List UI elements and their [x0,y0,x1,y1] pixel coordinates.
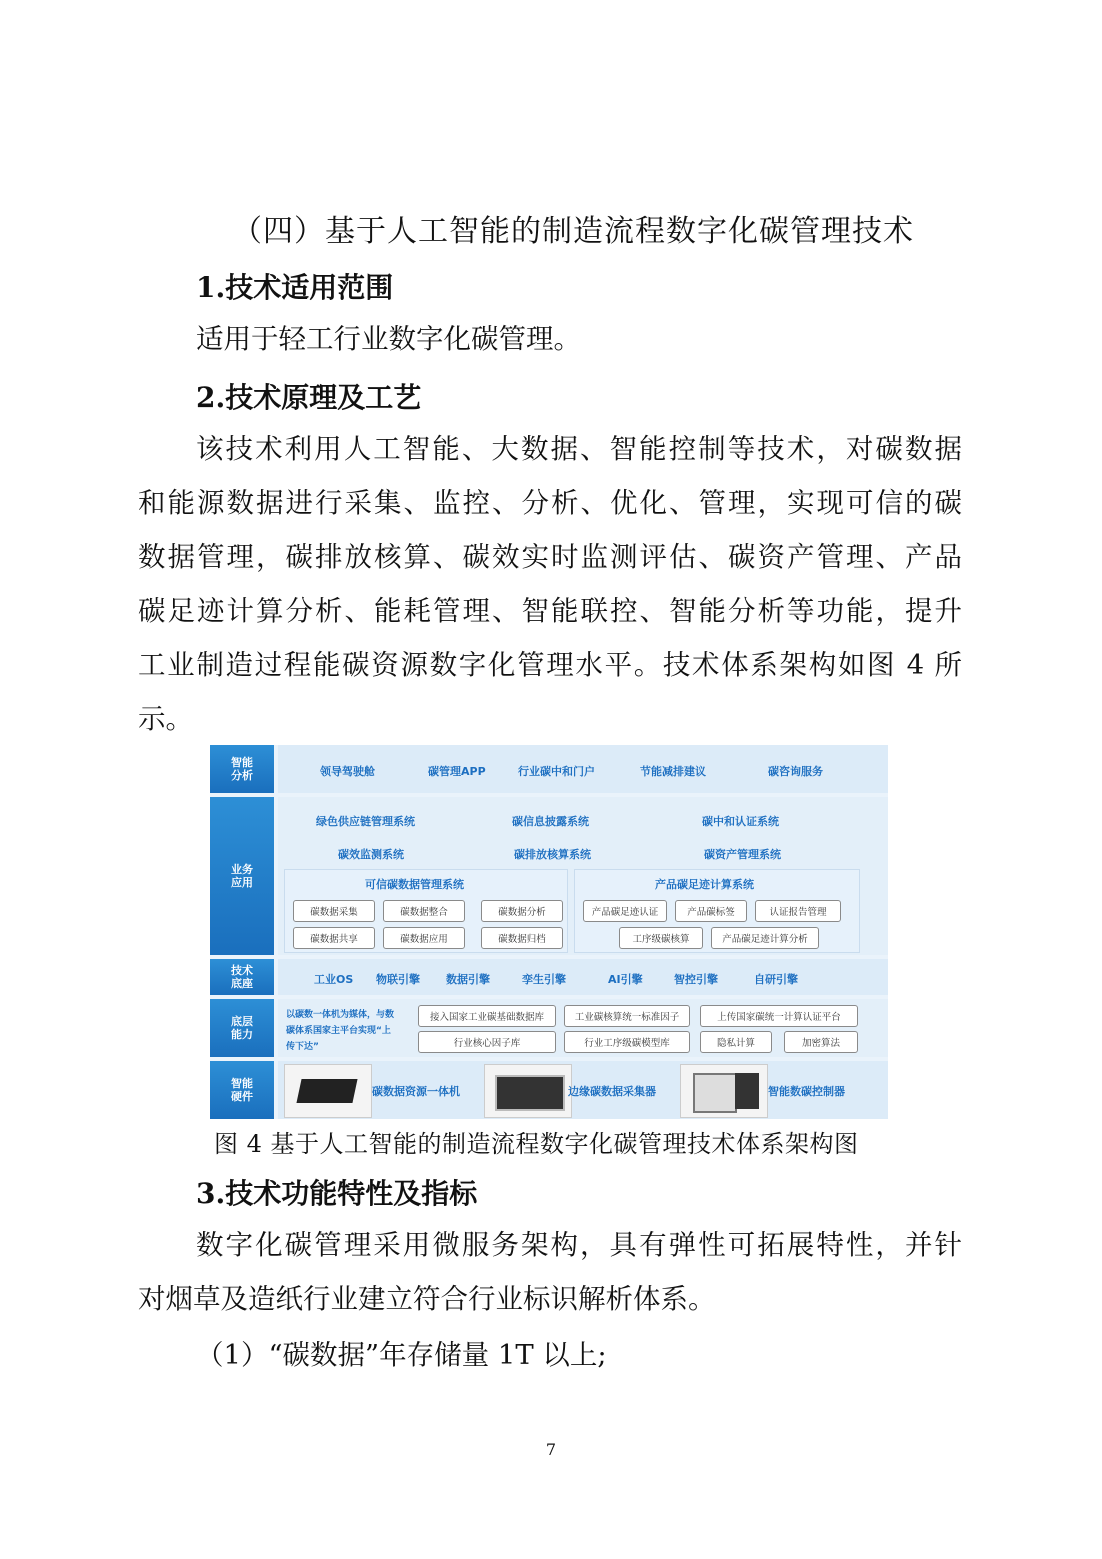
principle-line: 工业制造过程能碳资源数字化管理水平。技术体系架构如图 4 所 [138,649,962,681]
trusted-data-title: 可信碳数据管理系统 [365,878,464,891]
section-title: （四）基于人工智能的制造流程数字化碳管理技术 [232,214,914,249]
analysis-item: 领导驾驶舱 [320,765,375,778]
business-item: 碳排放核算系统 [514,848,591,861]
analysis-item: 节能减排建议 [640,765,706,778]
layer-label-tech: 技术底座 [210,959,274,995]
tech-item: AI引擎 [608,973,643,986]
footprint-box: 产品碳标签 [675,900,747,922]
hardware-image [680,1064,768,1118]
tech-item: 自研引擎 [754,973,798,986]
base-box: 工业碳核算统一标准因子 [564,1005,690,1027]
principle-line: 碳足迹计算分析、能耗管理、智能联控、智能分析等功能，提升 [138,595,962,627]
tech-item: 物联引擎 [376,973,420,986]
footprint-box: 产品碳足迹计算分析 [711,927,819,949]
hardware-item: 碳数据资源一体机 [372,1085,460,1098]
tech-item: 数据引擎 [446,973,490,986]
hardware-item: 智能数碳控制器 [768,1085,845,1098]
tech-item: 工业OS [314,973,354,986]
layer-label-business: 业务应用 [210,797,274,955]
architecture-figure [210,745,888,1119]
footprint-box: 认证报告管理 [755,900,841,922]
heading-scope: 1.技术适用范围 [196,271,394,304]
business-band [278,797,888,955]
tech-band [278,959,888,995]
base-box: 接入国家工业碳基础数据库 [418,1005,556,1027]
trusted-box: 碳数据应用 [383,927,465,949]
page-number: 7 [545,1440,557,1459]
analysis-item: 碳咨询服务 [768,765,823,778]
hardware-image [484,1064,572,1118]
principle-line: 和能源数据进行采集、监控、分析、优化、管理，实现可信的碳 [138,487,962,519]
principle-line: 该技术利用人工智能、大数据、智能控制等技术，对碳数据 [196,433,962,465]
feature-line: 数字化碳管理采用微服务架构，具有弹性可拓展特性，并针 [196,1229,962,1261]
trusted-box: 碳数据分析 [481,900,563,922]
layer-label-analysis: 智能分析 [210,745,274,793]
scope-text: 适用于轻工行业数字化碳管理。 [196,323,581,355]
trusted-box: 碳数据整合 [383,900,465,922]
base-desc: 以碳数一体机为媒体，与数 碳体系国家主平台实现“上 传下达” [286,1010,395,1052]
hardware-band [278,1061,888,1119]
layer-label-hardware: 智能硬件 [210,1061,274,1119]
hardware-image [284,1064,372,1118]
hardware-item: 边缘碳数据采集器 [568,1085,656,1098]
heading-principle: 2.技术原理及工艺 [196,381,422,414]
trusted-box: 碳数据采集 [293,900,375,922]
footprint-box: 产品碳足迹认证 [583,900,667,922]
tech-item: 智控引擎 [674,973,718,986]
base-box: 上传国家碳统一计算认证平台 [700,1005,858,1027]
business-item: 碳效监测系统 [338,848,404,861]
business-item: 碳资产管理系统 [704,848,781,861]
heading-features: 3.技术功能特性及指标 [196,1177,478,1210]
footprint-panel [574,869,860,953]
base-box: 加密算法 [784,1031,858,1053]
business-item: 碳信息披露系统 [512,815,589,828]
base-box: 隐私计算 [700,1031,772,1053]
base-box: 行业核心因子库 [418,1031,556,1053]
footprint-title: 产品碳足迹计算系统 [655,878,754,891]
tech-item: 孪生引擎 [522,973,566,986]
layer-label-base: 底层能力 [210,999,274,1057]
business-item: 碳中和认证系统 [702,815,779,828]
figure-caption: 图 4 基于人工智能的制造流程数字化碳管理技术体系架构图 [214,1130,859,1158]
base-band [278,999,888,1057]
principle-line: 数据管理，碳排放核算、碳效实时监测评估、碳资产管理、产品 [138,541,962,573]
feature-item-1: （1）“碳数据”年存储量 1T 以上; [196,1339,607,1371]
business-item: 绿色供应链管理系统 [316,815,415,828]
trusted-box: 碳数据共享 [293,927,375,949]
base-box: 行业工序级碳模型库 [564,1031,690,1053]
analysis-item: 碳管理APP [428,765,486,778]
footprint-box: 工序级碳核算 [619,927,703,949]
analysis-item: 行业碳中和门户 [518,765,595,778]
feature-line: 对烟草及造纸行业建立符合行业标识解析体系。 [138,1283,716,1315]
trusted-data-panel [284,869,568,953]
analysis-band [278,745,888,793]
principle-line: 示。 [138,703,193,735]
trusted-box: 碳数据归档 [481,927,563,949]
